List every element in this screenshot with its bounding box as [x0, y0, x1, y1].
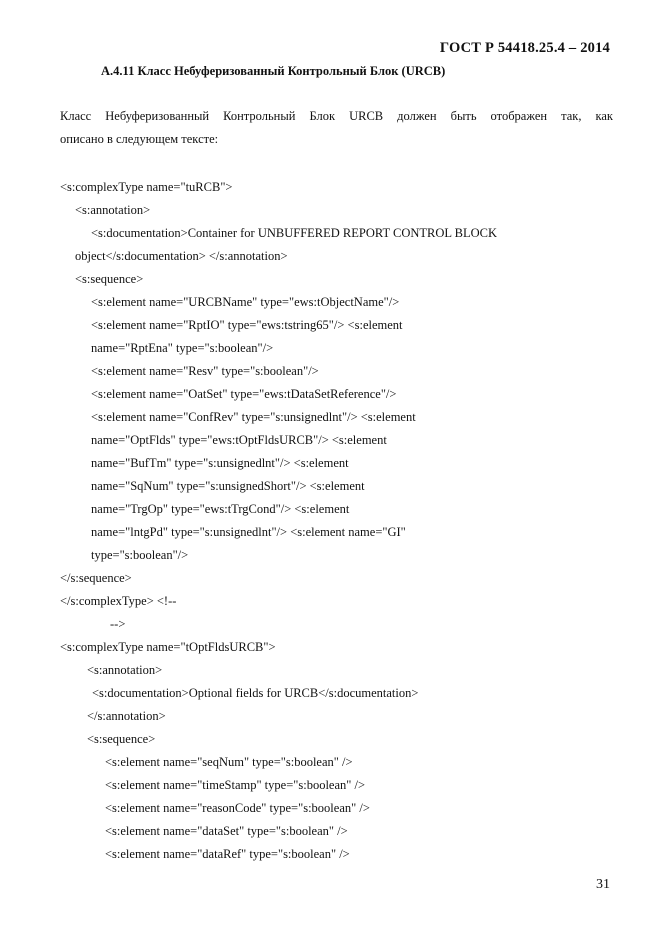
code-line: --> [110, 617, 126, 631]
code-line: </s:complexType> <!-- [60, 594, 177, 608]
code-line: <s:element name="timeStamp" type="s:boolean" /> [105, 778, 366, 792]
code-line: <s:documentation>Optional fields for URCB</s:documentation> [92, 686, 419, 700]
code-line: <s:complexType name="tOptFldsURCB"> [60, 640, 276, 654]
code-line: <s:element name="ConfRev" type="s:unsignedlnt"/> <s:element [91, 410, 416, 424]
code-line: name="RptEna" type="s:boolean"/> [91, 341, 274, 355]
code-line: </s:sequence> [60, 571, 132, 585]
intro-paragraph-line-1: Класс Небуферизованный Контрольный Блок URCB должен быть отображен так, как [60, 109, 613, 123]
code-line: <s:complexType name="tuRCB"> [60, 180, 233, 194]
code-line: <s:sequence> [87, 732, 156, 746]
code-line: name="SqNum" type="s:unsignedShort"/> <s:element [91, 479, 365, 493]
code-line: </s:annotation> [87, 709, 166, 723]
code-line: <s:element name="dataRef" type="s:boolean" /> [105, 847, 350, 861]
code-line: object</s:documentation> </s:annotation> [75, 249, 288, 263]
code-line: type="s:boolean"/> [91, 548, 189, 562]
code-line: <s:element name="reasonCode" type="s:boolean" /> [105, 801, 370, 815]
code-line: name="TrgOp" type="ews:tTrgCond"/> <s:element [91, 502, 350, 516]
document-header-title: ГОСТ Р 54418.25.4 – 2014 [439, 40, 610, 56]
code-line: <s:element name="URCBName" type="ews:tObjectName"/> [91, 295, 400, 309]
code-line: <s:element name="RptIO" type="ews:tstring65"/> <s:element [91, 318, 403, 332]
code-line: <s:documentation>Container for UNBUFFERED REPORT CONTROL BLOCK [91, 226, 498, 240]
intro-paragraph-line-2: описано в следующем тексте: [60, 132, 219, 146]
code-line: <s:element name="OatSet" type="ews:tDataSetReference"/> [91, 387, 397, 401]
code-line: <s:element name="dataSet" type="s:boolean" /> [105, 824, 348, 838]
code-line: name="lntgPd" type="s:unsignedlnt"/> <s:element name="GI" [91, 525, 406, 539]
code-line: <s:annotation> [75, 203, 151, 217]
code-line: <s:element name="seqNum" type="s:boolean" /> [105, 755, 353, 769]
section-heading: А.4.11 Класс Небуферизованный Контрольный Блок (URCB) [101, 64, 446, 78]
code-line: name="OptFlds" type="ews:tOptFldsURCB"/> <s:element [91, 433, 387, 447]
code-line: <s:sequence> [75, 272, 144, 286]
code-line: <s:annotation> [87, 663, 163, 677]
page-number: 31 [596, 877, 610, 892]
code-line: name="BufTm" type="s:unsignedlnt"/> <s:element [91, 456, 349, 470]
code-line: <s:element name="Resv" type="s:boolean"/> [91, 364, 319, 378]
